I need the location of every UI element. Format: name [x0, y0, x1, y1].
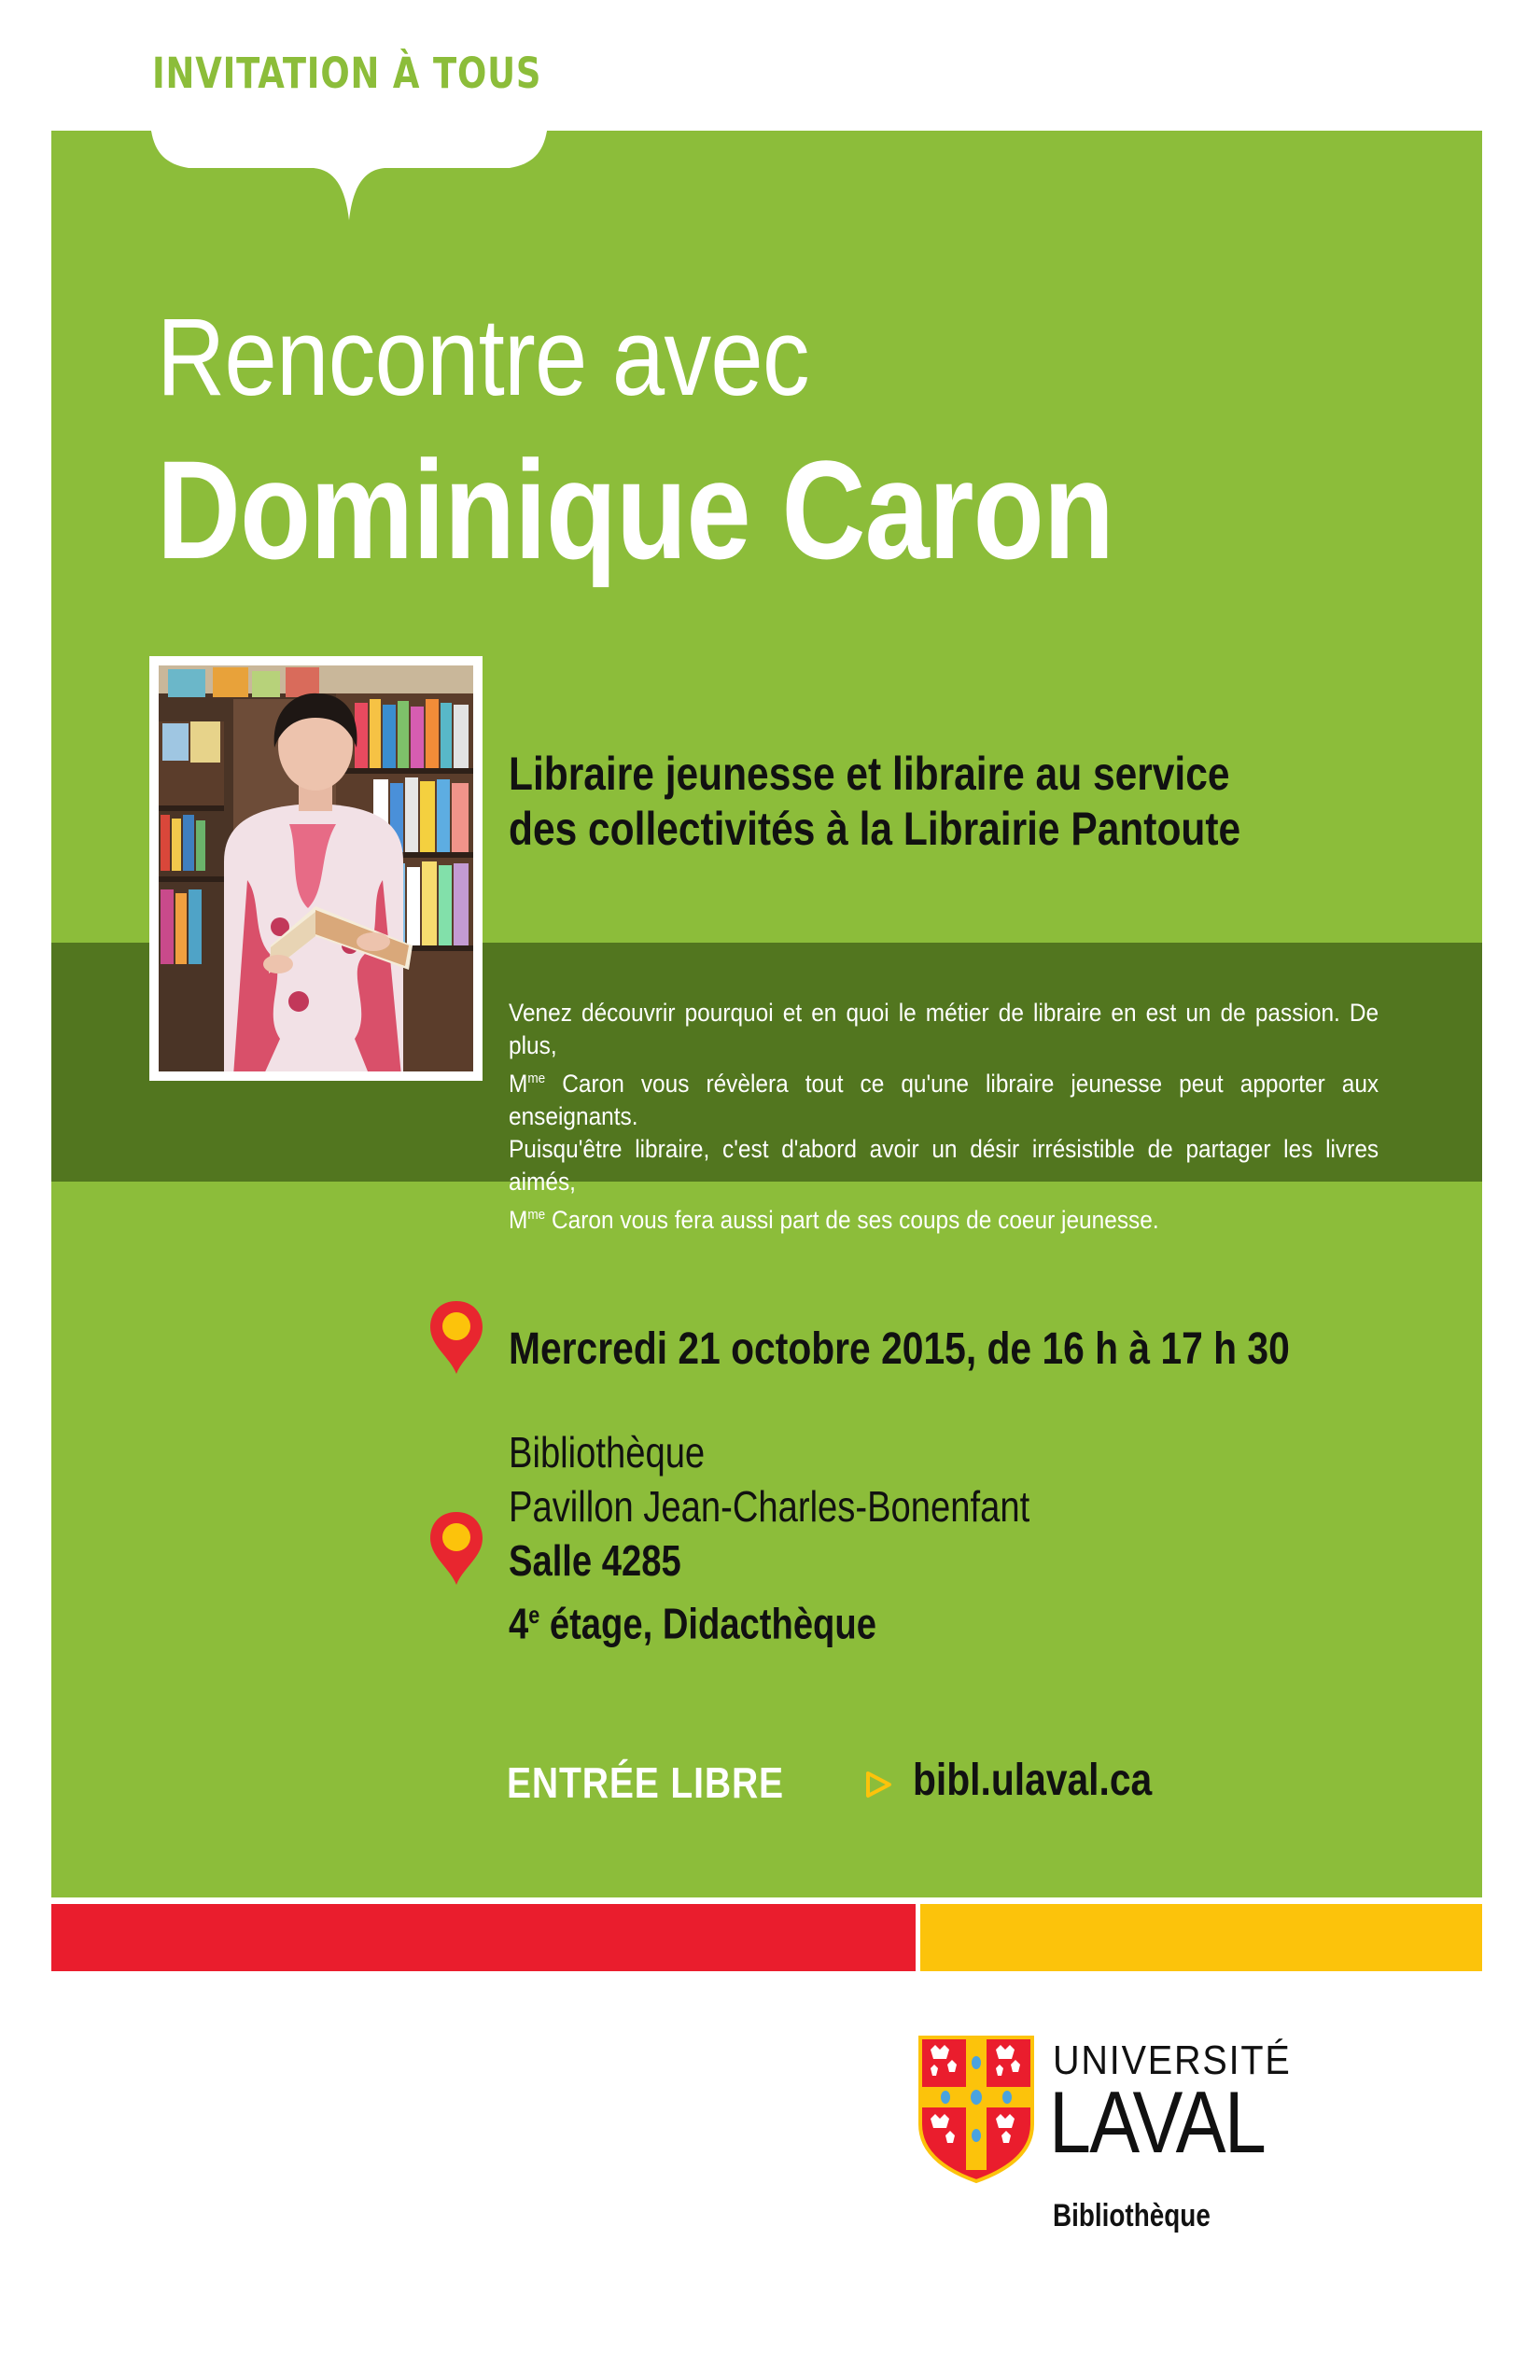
venue-pavilion: Pavillon Jean-Charles-Bonenfant	[509, 1482, 1030, 1531]
title-line-1: Rencontre avec	[157, 296, 809, 419]
description-line-4	[509, 1198, 1379, 1237]
event-date: Mercredi 21 octobre 2015, de 16 h à 17 h 30	[509, 1324, 1290, 1374]
title-line-2: Dominique Caron	[157, 431, 1114, 588]
portrait-photo-frame	[149, 656, 483, 1081]
venue-room: Salle 4285	[509, 1536, 681, 1585]
subtitle-line-2: des collectivités à la Librairie Pantoute	[509, 803, 1241, 855]
free-entry-label: ENTRÉE LIBRE	[507, 1758, 784, 1807]
red-accent-bar	[51, 1904, 916, 1971]
venue-library: Bibliothèque	[509, 1428, 706, 1477]
description-line-3: Puisqu'être libraire, c'est d'abord avoir un désir irrésistible de partager les livres aimés,	[509, 1135, 1379, 1196]
subtitle-line-1: Libraire jeunesse et libraire au service	[509, 748, 1230, 800]
play-arrow-icon	[864, 1771, 892, 1799]
location-pin-icon	[427, 1510, 485, 1587]
yellow-accent-bar	[920, 1904, 1482, 1971]
description-line-2-text: Caron vous révèlera tout ce qu'une libraire jeunesse peut apporter aux enseignants.	[509, 1070, 1379, 1130]
subtitle	[509, 747, 1254, 857]
website-link[interactable]: bibl.ulaval.ca	[913, 1756, 1153, 1805]
title-abbrev-sup: me	[527, 1071, 546, 1086]
description-line-4-text: Caron vous fera aussi part de ses coups de coeur jeunesse.	[545, 1206, 1159, 1234]
description-line-2	[509, 1062, 1379, 1133]
portrait-photo	[159, 665, 473, 1071]
university-name-line-2: LAVAL	[1049, 2073, 1266, 2171]
title-abbrev-sup: me	[527, 1207, 546, 1223]
speech-bubble	[151, 116, 547, 228]
description-text	[509, 997, 1379, 1237]
description-line-1: Venez découvrir pourquoi et en quoi le métier de libraire en est un de passion. De plus,	[509, 999, 1379, 1059]
location-pin-icon	[427, 1299, 485, 1376]
venue-block	[509, 1425, 1029, 1650]
invitation-label: INVITATION À TOUS	[152, 49, 542, 98]
library-label: Bibliothèque	[1053, 2198, 1211, 2233]
title-abbrev: M	[509, 1206, 528, 1234]
university-name-line-1: UNIVERSITÉ	[1053, 2037, 1292, 2083]
title-abbrev: M	[509, 1070, 528, 1098]
university-crest-icon	[917, 2035, 1035, 2184]
venue-floor: 4e étage, Didacthèque	[509, 1599, 876, 1648]
